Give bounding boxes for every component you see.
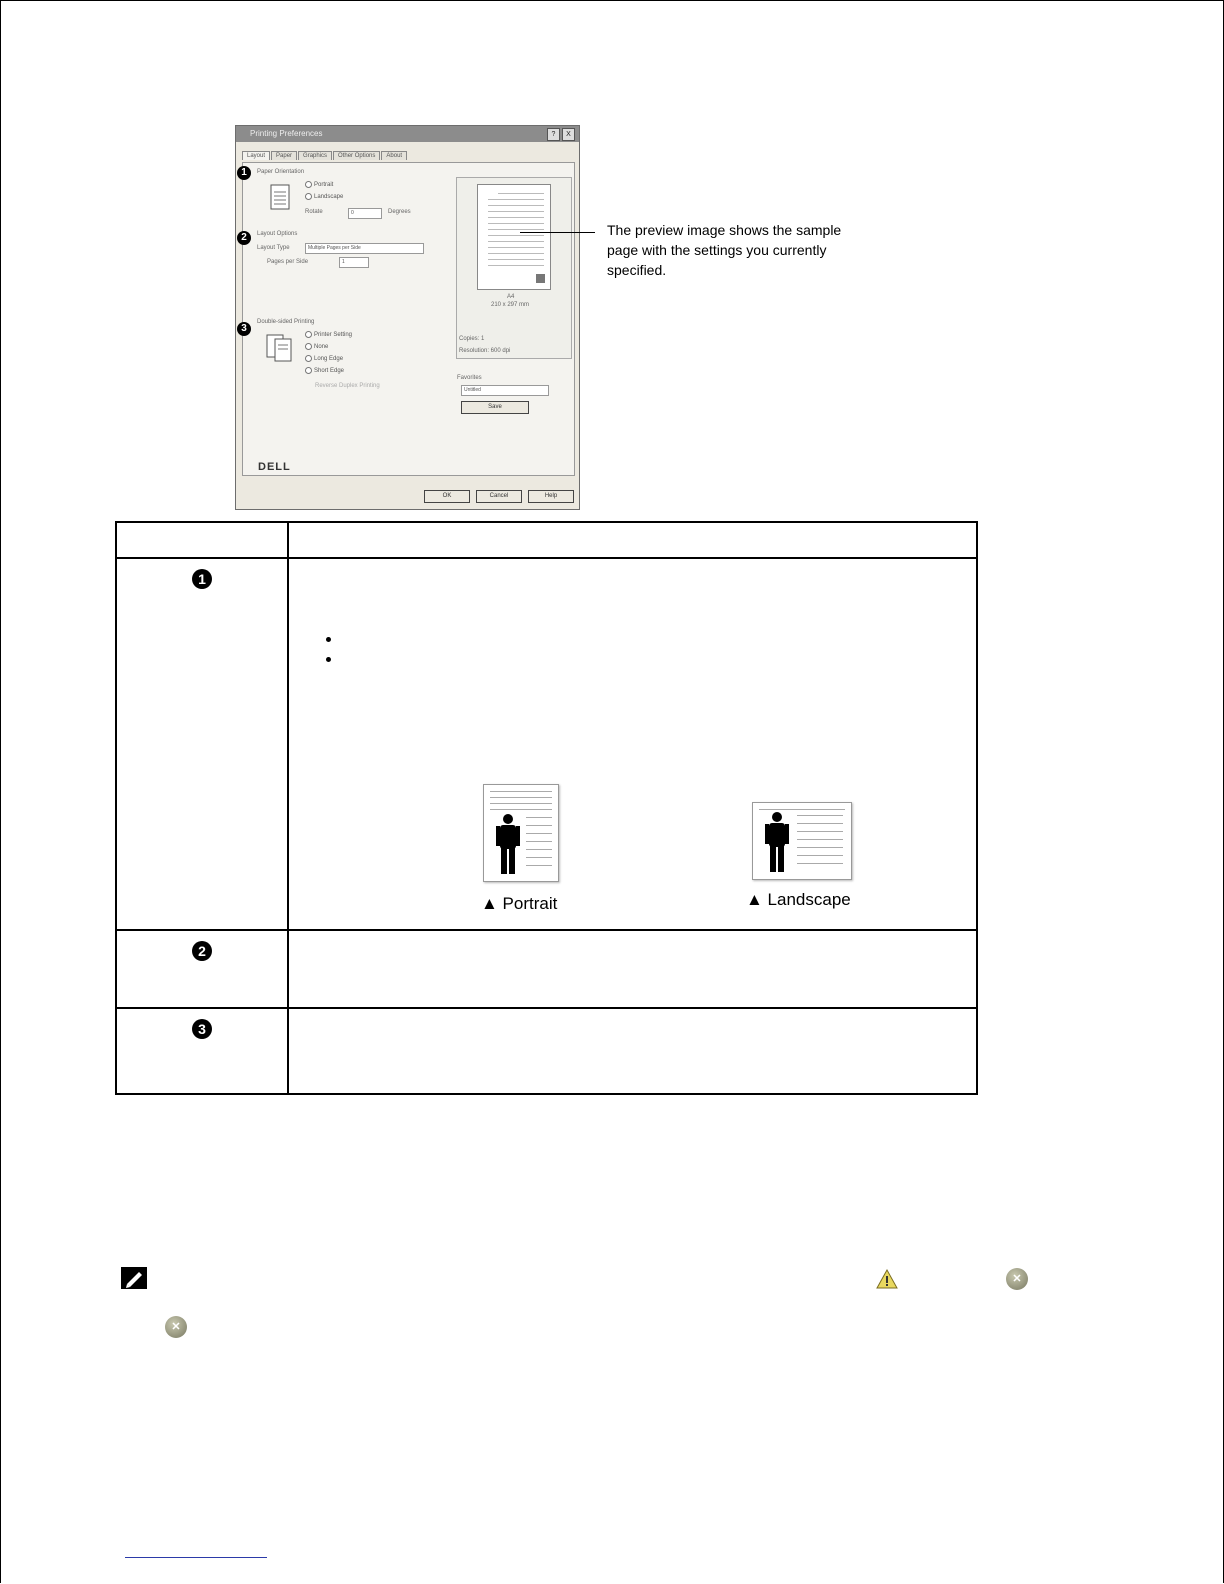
error-icon — [165, 1316, 187, 1338]
copies-label: Copies: 1 — [459, 336, 485, 342]
error-icon — [1006, 1268, 1028, 1290]
table-header-row — [116, 522, 977, 558]
preview-page — [477, 184, 551, 290]
bullet — [326, 657, 331, 662]
row-content-cell — [288, 1008, 977, 1094]
favorites-label: Favorites — [457, 375, 482, 381]
row-number-cell — [116, 930, 288, 1008]
layout-type-label: Layout Type — [257, 245, 290, 251]
rotate-label: Rotate — [305, 209, 323, 215]
layout-panel — [242, 162, 575, 476]
paper-size-label: A4 — [507, 294, 515, 300]
warning-icon — [875, 1268, 899, 1290]
dialog-title-bar — [236, 126, 579, 142]
landscape-radio[interactable]: Landscape — [305, 193, 343, 200]
none-radio[interactable]: None — [305, 343, 328, 350]
dell-logo: DELL — [258, 461, 291, 473]
tab-graphics[interactable]: Graphics — [298, 151, 332, 160]
row-number-1: 1 — [192, 569, 212, 589]
help-button[interactable]: Help — [528, 490, 574, 503]
duplex-group-label: Double-sided Printing — [257, 319, 315, 325]
tab-other-options[interactable]: Other Options — [333, 151, 380, 160]
pages-per-side-label: Pages per Side — [267, 259, 309, 265]
table-row — [116, 1008, 977, 1094]
short-edge-radio[interactable]: Short Edge — [305, 367, 344, 374]
ok-button[interactable]: OK — [424, 490, 470, 503]
note-pencil-icon — [120, 1265, 150, 1291]
dialog-title: Printing Preferences — [250, 129, 323, 138]
portrait-sheet — [483, 784, 559, 882]
portrait-label: ▲ Portrait — [481, 894, 558, 913]
printer-setting-radio[interactable]: Printer Setting — [305, 331, 352, 338]
favorites-select[interactable]: Untitled — [461, 385, 549, 396]
badge-2: 2 — [237, 231, 251, 245]
layout-type-select[interactable]: Multiple Pages per Side — [305, 243, 424, 254]
degrees-label: Degrees — [388, 209, 411, 215]
help-title-button[interactable]: ? — [547, 128, 560, 141]
cancel-button[interactable]: Cancel — [476, 490, 522, 503]
pages-per-side-select[interactable]: 1 — [339, 257, 369, 268]
callout-line — [520, 232, 595, 233]
header-cell-2 — [288, 522, 977, 558]
preview-pane — [456, 177, 572, 359]
close-title-button[interactable]: X — [562, 128, 575, 141]
portrait-radio[interactable]: Portrait — [305, 181, 333, 188]
tab-about[interactable]: About — [381, 151, 407, 160]
row-number-cell — [116, 558, 288, 930]
footer-link-underline[interactable] — [125, 1557, 267, 1558]
header-cell-1 — [116, 522, 288, 558]
save-favorite-button[interactable]: Save — [461, 401, 529, 414]
landscape-sheet — [752, 802, 852, 880]
landscape-label: ▲ Landscape — [746, 890, 851, 909]
table-row — [116, 930, 977, 1008]
orientation-icon — [269, 183, 293, 213]
orientation-group-label: Paper Orientation — [257, 169, 305, 175]
badge-1: 1 — [237, 166, 251, 180]
person-icon — [763, 811, 791, 873]
person-icon — [494, 813, 522, 875]
printing-preferences-dialog — [235, 125, 580, 510]
row-number-cell — [116, 1008, 288, 1094]
tab-layout[interactable]: Layout — [242, 151, 270, 160]
reverse-duplex-checkbox[interactable]: Reverse Duplex Printing — [315, 383, 380, 389]
row-content-cell — [288, 558, 977, 930]
badge-3: 3 — [237, 322, 251, 336]
duplex-icon — [263, 333, 297, 363]
resolution-label: Resolution: 600 dpi — [459, 348, 511, 354]
bullet — [326, 637, 331, 642]
long-edge-radio[interactable]: Long Edge — [305, 355, 343, 362]
row-content-cell — [288, 930, 977, 1008]
preview-callout: The preview image shows the sample page with the settings you currently specified. — [607, 222, 842, 278]
row-number-3: 3 — [192, 1019, 212, 1039]
layout-group-label: Layout Options — [257, 231, 298, 237]
tab-paper[interactable]: Paper — [271, 151, 297, 160]
row-number-2: 2 — [192, 941, 212, 961]
paper-dims-label: 210 x 297 mm — [491, 302, 530, 308]
dialog-tabs — [242, 151, 407, 160]
rotate-input[interactable]: 0 — [348, 208, 382, 219]
